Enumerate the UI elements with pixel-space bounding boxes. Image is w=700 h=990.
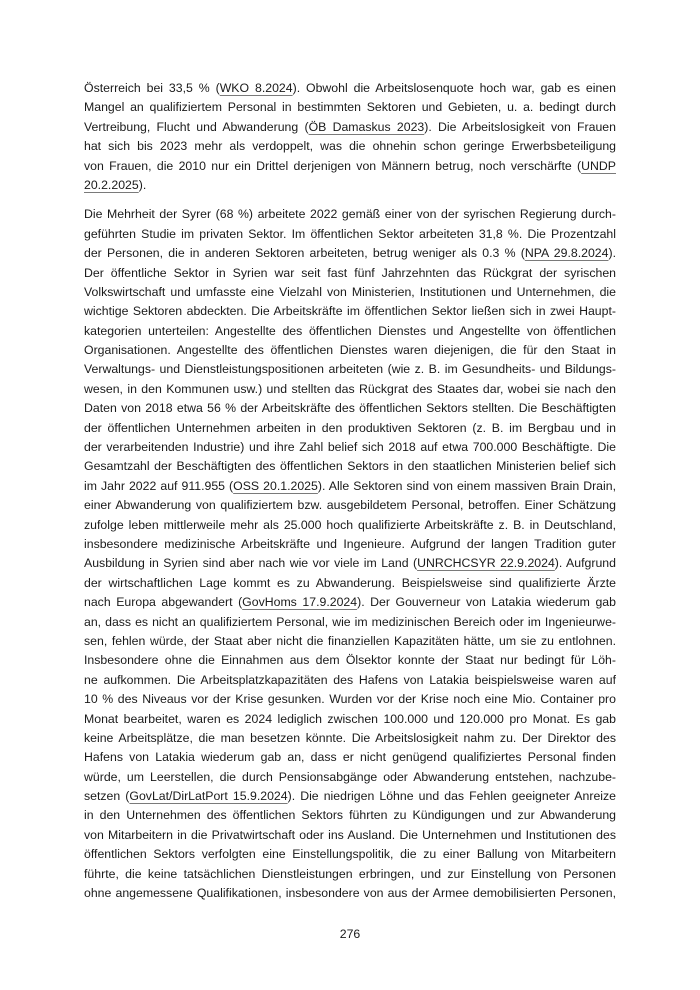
citation-link[interactable]: OSS 20.1.2025 <box>233 478 318 493</box>
text-line: Der öffentliche Sektor in Syrien war seit fast fünf Jahrzehnten das Rückgrat der syrischen <box>84 265 616 280</box>
text-line: würde, um Leerstellen, die durch Pensionsabgänge oder Abwanderung entstehen, nachzube- <box>84 769 616 784</box>
text-line: der verarbeitenden Industrie) und ihre Zahl belief sich 2018 auf etwa 700.000 Beschäftigte. Die <box>84 440 616 455</box>
text-line: insbesondere medizinische Arbeitskräfte und Ingenieure. Aufgrund der langen Tradition guter <box>84 536 616 551</box>
citation-link[interactable]: 20.2.2025 <box>84 177 139 192</box>
citation-link[interactable]: GovLat/DirLatPort 15.9.2024 <box>129 789 288 804</box>
citation-link[interactable]: WKO 8.2024 <box>219 81 293 95</box>
text-line: setzen (GovLat/DirLatPort 15.9.2024). Die niedrigen Löhne und das Fehlen geeigneter Anreize <box>84 789 616 804</box>
text-line: ne aufkommen. Die Arbeitsplatzkapazitäten des Hafens von Latakia beispielsweise waren auf <box>84 672 616 687</box>
text-line: hat sich bis 2023 mehr als verdoppelt, was die ohnehin schon geringe Erwerbsbeteiligung <box>84 139 616 154</box>
text-paragraph <box>84 79 616 195</box>
text-line: führte, die keine tatsächlichen Dienstleistungen erbringen, und zur Einstellung von Personen <box>84 866 616 881</box>
text-line: der öffentlichen Unternehmen arbeiten in den produktiven Sektoren (z. B. im Bergbau und in <box>84 420 616 435</box>
text-line: Monat bearbeitet, waren es 2024 lediglich zwischen 100.000 und 120.000 pro Monat. Es gab <box>84 711 616 726</box>
text-line: Hafens von Latakia wiederum gab an, dass er nicht genügend qualifiziertes Personal finden <box>84 750 616 765</box>
page-number: 276 <box>339 927 361 941</box>
text-line: geführten Studie im privaten Sektor. Im öffentlichen Sektor arbeiteten 31,8 %. Die Prozentzahl <box>84 226 616 241</box>
text-line: 10 % des Niveaus vor der Krise gesunken. Wurden vor der Krise noch eine Mio. Container pro <box>84 692 616 707</box>
text-line: Insbesondere ohne die Einnahmen aus dem Ölsektor konnte der Staat nur bedingt für Löh- <box>84 653 616 668</box>
text-line: in den Unternehmen des öffentlichen Sektors führten zu Kündigungen und zur Abwanderung <box>84 808 616 823</box>
text-line: Mangel an qualifiziertem Personal in bestimmten Sektoren und Gebieten, u. a. bedingt durch <box>84 100 616 115</box>
text-line: zufolge leben mittlerweile mehr als 25.000 hoch qualifizierte Arbeitskräfte z. B. in Deutschland, <box>84 517 616 532</box>
text-line: im Jahr 2022 auf 911.955 (OSS 20.1.2025). Alle Sektoren sind von einem massiven Brain Drain, <box>84 478 616 493</box>
text-line: keine Arbeitsplätze, die man besetzen könnte. Die Arbeitslosigkeit nahm zu. Der Direktor des <box>84 730 616 745</box>
text-line: Organisationen. Angestellte des öffentlichen Dienstes waren diejenigen, die für den Staat in <box>84 343 616 358</box>
text-line: Daten von 2018 etwa 56 % der Arbeitskräfte des öffentlichen Sektors stellten. Die Beschäftigten <box>84 401 616 416</box>
citation-link[interactable]: UNDP <box>581 158 616 173</box>
text-line: an, dass es nicht an qualifiziertem Personal, wie im medizinischen Bereich oder im Ingenieurwe- <box>84 614 616 629</box>
text-line: öffentlichen Sektors verfolgten eine Einstellungspolitik, die zu einer Ballung von Mitarbeitern <box>84 847 616 862</box>
text-line: Österreich bei 33,5 % (WKO 8.2024). Obwohl die Arbeitslosenquote hoch war, gab es einen <box>84 81 616 95</box>
text-line: Ausbildung in Syrien sind aber nach wie vor viele im Land (UNRCHCSYR 22.9.2024). Aufgrund <box>84 556 616 571</box>
citation-link[interactable]: UNRCHCSYR 22.9.2024 <box>417 556 555 571</box>
citation-link[interactable]: GovHoms 17.9.2024 <box>242 595 358 610</box>
text-line: wesen, in den Kommunen usw.) und stellten das Rückgrat des Staates dar, wobei sie nach den <box>84 381 616 396</box>
text-line: Verwaltungs- und Dienstleistungspositionen arbeiteten (wie z. B. im Gesundheits- und Bildungs- <box>84 362 616 377</box>
text-line: kategorien unterteilen: Angestellte des öffentlichen Dienstes und Angestellte von öffentlichen <box>84 323 616 338</box>
text-line: ohne angemessene Qualifikationen, insbesondere von aus der Armee demobilisierten Personen, <box>84 886 616 901</box>
text-line: Gesamtzahl der Beschäftigten des öffentlichen Sektors in den staatlichen Ministerien belief sich <box>84 459 616 474</box>
citation-link[interactable]: ÖB Damaskus 2023 <box>308 119 425 134</box>
text-line: wichtige Sektoren abdeckten. Die Arbeitskräfte im öffentlichen Sektor ließen sich in zwei Haupt- <box>84 304 616 319</box>
text-line: einer Abwanderung von qualifiziertem bzw. ausgebildetem Personal, betroffen. Einer Schätzung <box>84 498 616 513</box>
text-line: von Frauen, die 2010 nur ein Drittel derjenigen von Männern betrug, noch verschärfte (UNDP <box>84 158 616 173</box>
text-line: nach Europa abgewandert (GovHoms 17.9.2024). Der Gouverneur von Latakia wiederum gab <box>84 595 616 610</box>
text-line: der Personen, die in anderen Sektoren arbeiteten, betrug weniger als 0.3 % (NPA 29.8.2024). <box>84 246 616 261</box>
body-text <box>84 79 616 913</box>
text-line: von Mitarbeitern in die Privatwirtschaft oder ins Ausland. Die Unternehmen und Institutionen des <box>84 827 616 842</box>
text-paragraph <box>84 205 616 903</box>
citation-link[interactable]: NPA 29.8.2024 <box>524 246 609 261</box>
text-line: Vertreibung, Flucht und Abwanderung (ÖB Damaskus 2023). Die Arbeitslosigkeit von Frauen <box>84 119 616 134</box>
text-line: 20.2.2025). <box>84 177 147 192</box>
text-line: Volkswirtschaft und umfasste eine Vielzahl von Ministerien, Institutionen und Unternehmen, die <box>84 284 616 299</box>
text-line: Die Mehrheit der Syrer (68 %) arbeitete 2022 gemäß einer von der syrischen Regierung durch- <box>84 207 616 222</box>
text-line: der wirtschaftlichen Lage kommt es zu Abwanderung. Beispielsweise sind qualifizierte Ärzte <box>84 575 616 590</box>
text-line: sen, fehlen würde, der Staat aber nicht die finanziellen Kapazitäten hätte, um sie zu entlohnen. <box>84 633 616 648</box>
